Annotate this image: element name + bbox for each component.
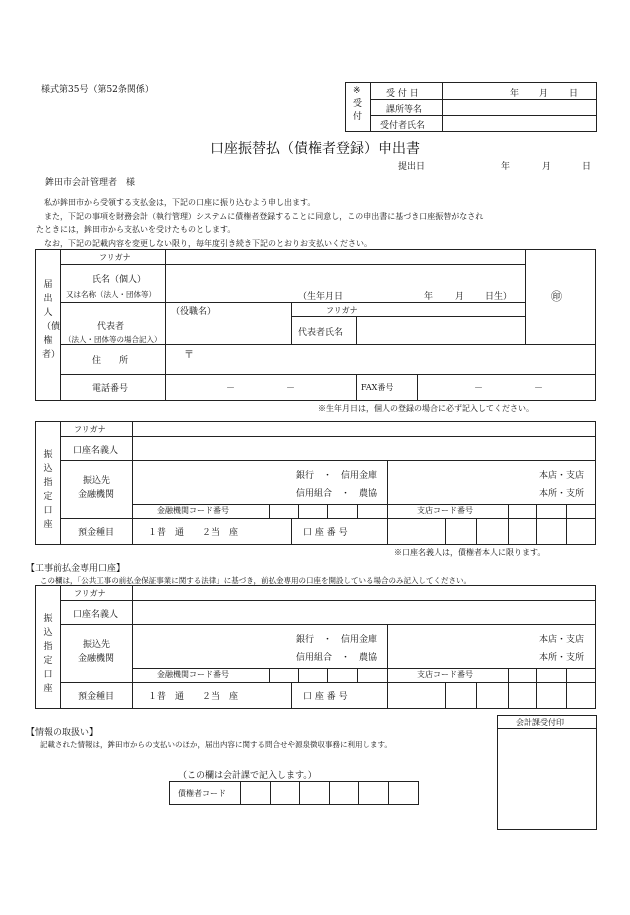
phone-dash-2: －: [286, 384, 296, 394]
phone-dash-1: －: [226, 384, 236, 394]
bank-types-2: 信用組合 ・ 農協: [296, 489, 378, 499]
bank-types-2: 信用組合 ・ 農協: [296, 653, 378, 663]
deposit-type-label: 預金種目: [78, 692, 115, 702]
creditor-code-label: 債権者コード: [178, 789, 226, 798]
birth-month-label: 月: [455, 292, 465, 302]
fax-dash-1: －: [474, 384, 484, 394]
representative-furigana-label: フリガナ: [326, 306, 358, 315]
intro-line: なお，下記の記載内容を変更しない限り，毎年度引き続き下記のとおりお支払いください。: [36, 238, 372, 248]
branch-types-1: 本店・支店: [539, 471, 585, 481]
birth-year-label: 年: [424, 292, 434, 302]
reception-mark: ※: [353, 86, 361, 96]
account-side-label: 振込指定口座: [43, 450, 53, 530]
representative-note: （法人・団体等の場合記入）: [64, 335, 162, 344]
reception-side-label: 受付: [353, 99, 363, 122]
fax-dash-2: －: [534, 384, 544, 394]
branch-types-2: 本所・支所: [539, 489, 585, 499]
applicant-section: [35, 249, 596, 401]
reception-person-label: 受付者氏名: [380, 121, 426, 131]
applicant-furigana-label: フリガナ: [99, 253, 131, 262]
branch-code-label: 支店コード番号: [417, 670, 473, 679]
intro-line: 私が鉾田市から受領する支払金は，下記の口座に振り込むよう申し出ます。: [36, 198, 316, 207]
bank-label-1: 振込先: [83, 640, 111, 650]
intro-line: また，下記の事項を財務会計（執行管理）システムに債権者登録することに同意し，この申出書に基づき口座振替がなされ: [36, 211, 484, 221]
applicant-side-label: 届出人（債権者）: [42, 280, 61, 360]
bank-label-2: 金融機関: [78, 490, 115, 500]
account-section-2: [35, 585, 596, 709]
construction-note: この欄は，「公共工事の前払金保証事業に関する法律」に基づき，前払金専用の口座を開設している場合のみ記入してください。: [40, 576, 471, 585]
creditor-code-box: [169, 781, 419, 805]
accounting-stamp-label: 会計課受付印: [516, 718, 564, 727]
accounting-stamp-box: [497, 715, 597, 830]
intro-paragraph: [36, 196, 483, 250]
account-section-1: [35, 421, 596, 545]
phone-label: 電話番号: [92, 384, 129, 394]
branch-types-2: 本所・支所: [539, 653, 585, 663]
reception-year-label: 年: [510, 89, 520, 99]
deposit-type-label: 預金種目: [78, 528, 115, 538]
postal-mark: 〒: [184, 350, 194, 361]
account-holder-label: 口座名義人: [73, 610, 119, 620]
addressee: 鉾田市会計管理者 様: [45, 178, 136, 188]
form-number: 様式第35号（第52条関係）: [41, 85, 154, 95]
branch-types-1: 本店・支店: [539, 635, 585, 645]
account-side-label: 振込指定口座: [43, 614, 53, 694]
representative-label: 代表者: [97, 322, 125, 332]
bank-types-1: 銀行 ・ 信用金庫: [296, 635, 378, 645]
fax-label: FAX番号: [361, 383, 394, 392]
bank-code-label: 金融機関コード番号: [157, 506, 229, 515]
birth-date-prefix: （生年月日: [298, 292, 344, 302]
bank-code-label: 金融機関コード番号: [157, 670, 229, 679]
applicant-name-label: 氏名（個人）: [92, 275, 147, 285]
info-heading: 【情報の取扱い】: [26, 728, 99, 738]
submission-month: 月: [542, 162, 552, 172]
account-furigana-label: フリガナ: [74, 589, 106, 598]
representative-name-label: 代表者氏名: [298, 328, 344, 338]
bank-label-2: 金融機関: [78, 654, 115, 664]
account-number-label: 口 座 番 号: [303, 528, 348, 538]
intro-line: たときには，鉾田市から支払いを受けたものとします。: [36, 225, 236, 234]
account-number-label: 口 座 番 号: [303, 692, 348, 702]
deposit-options: １普 通 ２当 座: [148, 692, 239, 702]
seal-mark: ㊞: [551, 290, 562, 303]
account-furigana-label: フリガナ: [74, 425, 106, 434]
form-title: 口座振替払（債権者登録）申出書: [210, 141, 420, 157]
bank-label-1: 振込先: [83, 476, 111, 486]
reception-date-label: 受 付 日: [386, 89, 419, 99]
position-label: （役職名）: [171, 307, 217, 317]
office-use-note: （この欄は会計課で記入します。）: [178, 771, 317, 781]
info-text: 記載された情報は，鉾田市からの支払いのほか，届出内容に関する問合せや源泉徴収事務に利用します。: [40, 740, 392, 749]
account-holder-label: 口座名義人: [73, 446, 119, 456]
submission-year: 年: [501, 162, 511, 172]
birth-date-note: ※生年月日は，個人の登録の場合に必ず記入してください。: [318, 404, 534, 413]
construction-heading: 【工事前払金専用口座】: [26, 564, 126, 574]
reception-box: [345, 82, 597, 132]
reception-office-label: 課所等名: [386, 105, 423, 115]
deposit-options: １普 通 ２当 座: [148, 528, 239, 538]
submission-date-label: 提出日: [398, 162, 426, 172]
branch-code-label: 支店コード番号: [417, 506, 473, 515]
applicant-corporate-name-label: 又は名称（法人・団体等）: [66, 290, 156, 299]
reception-month-label: 月: [539, 89, 549, 99]
account-holder-note: ※口座名義人は，債権者本人に限ります。: [394, 548, 546, 557]
submission-day: 日: [582, 162, 592, 172]
reception-day-label: 日: [569, 89, 579, 99]
birth-day-label: 日生）: [485, 292, 513, 302]
bank-types-1: 銀行 ・ 信用金庫: [296, 471, 378, 481]
address-label: 住 所: [92, 356, 129, 366]
